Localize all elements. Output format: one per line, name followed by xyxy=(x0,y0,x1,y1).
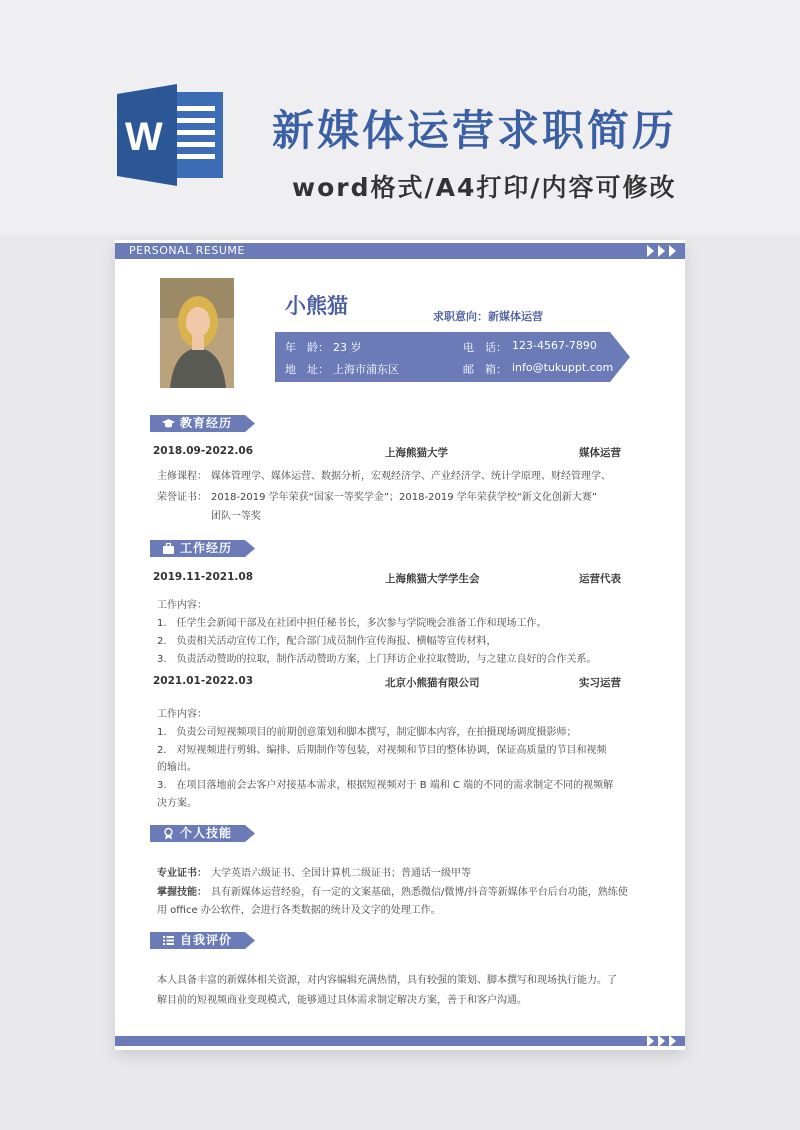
chevron-right-icon xyxy=(669,245,676,257)
job1-line: 3. 负责活动赞助的拉取，制作活动赞助方案，上门拜访企业拉取赞助，与之建立良好的合作关系。 xyxy=(157,654,597,665)
briefcase-icon xyxy=(162,542,175,555)
chevron-right-icon xyxy=(658,1035,665,1047)
chevron-right-icon xyxy=(658,245,665,257)
job2-content-label: 工作内容： xyxy=(157,709,207,720)
page-title: 新媒体运营求职简历 xyxy=(272,106,678,155)
courses-text: 媒体管理学、媒体运营、数据分析，宏观经济学、产业经济学、统计学原理、财经管理学、 xyxy=(211,471,611,482)
job1-role: 运营代表 xyxy=(579,573,621,585)
phone-label: 电 话： xyxy=(463,341,507,354)
address-label: 地 址： xyxy=(285,363,329,376)
resume-paper xyxy=(115,240,685,1050)
age-label: 年 龄： xyxy=(285,341,329,354)
section-skills xyxy=(150,825,255,842)
job1-date: 2019.11-2021.08 xyxy=(153,571,254,583)
edu-school: 上海熊猫大学 xyxy=(385,447,448,459)
section-title: 个人技能 xyxy=(180,826,233,840)
job2-line: 1. 负责公司短视频项目的前期创意策划和脚本撰写，制定脚本内容，在拍摄现场调度摄影师； xyxy=(157,727,577,738)
avatar-photo xyxy=(160,278,234,388)
cert-label: 专业证书： xyxy=(157,868,207,879)
job2-line: 决方案。 xyxy=(157,798,197,809)
graduation-cap-icon xyxy=(162,417,175,430)
honors-text-2: 团队一等奖 xyxy=(211,511,261,522)
job2-line: 3. 在项目落地前会去客户对接基本需求，根据短视频对于 B 端和 C 端的不同的需求制定不同的视频解 xyxy=(157,780,614,791)
address-value: 上海市浦东区 xyxy=(333,363,399,376)
header xyxy=(0,0,800,235)
job2-line: 的输出。 xyxy=(157,762,197,773)
info-band xyxy=(275,332,630,382)
svg-text:W: W xyxy=(125,115,163,159)
word-icon xyxy=(117,84,225,186)
ability-text-1: 具有新媒体运营经验，有一定的文案基础，熟悉微信/微博/抖音等新媒体平台后台功能，熟练使 xyxy=(211,887,628,898)
honors-label: 荣誉证书： xyxy=(157,492,207,503)
list-icon xyxy=(162,934,175,947)
banner-label: PERSONAL RESUME xyxy=(129,244,245,257)
job1-content-label: 工作内容： xyxy=(157,600,207,611)
section-title: 教育经历 xyxy=(180,416,233,430)
ability-text-2: 用 office 办公软件，会进行各类数据的统计及文字的处理工作。 xyxy=(157,905,441,916)
edu-major: 媒体运营 xyxy=(579,447,621,459)
top-banner xyxy=(115,243,685,259)
chevron-right-icon xyxy=(647,245,654,257)
cert-text: 大学英语六级证书、全国计算机二级证书；普通话一级甲等 xyxy=(211,868,471,879)
award-icon xyxy=(162,827,175,840)
phone-value: 123-4567-7890 xyxy=(512,339,597,352)
job1-line: 2. 负责相关活动宣传工作，配合部门成员制作宣传海报、横幅等宣传材料， xyxy=(157,636,497,647)
job2-role: 实习运营 xyxy=(579,677,621,689)
email-value: info@tukuppt.com xyxy=(512,361,614,374)
section-self-evaluation xyxy=(150,932,255,949)
section-work xyxy=(150,540,255,557)
bottom-banner xyxy=(115,1036,685,1046)
edu-date: 2018.09-2022.06 xyxy=(153,445,254,457)
job2-line: 2. 对短视频进行剪辑、编排、后期制作等包装，对视频和节目的整体协调，保证高质量的节目和视频 xyxy=(157,745,607,756)
honors-text-1: 2018-2019 学年荣获“国家一等奖学金”；2018-2019 学年荣获学校“新文化创新大赛” xyxy=(211,492,598,503)
email-label: 邮 箱： xyxy=(463,363,507,376)
section-title: 工作经历 xyxy=(180,541,233,555)
candidate-name: 小熊猫 xyxy=(285,294,348,318)
section-title: 自我评价 xyxy=(180,933,233,947)
self-text-1: 本人具备丰富的新媒体相关资源，对内容编辑充满热情，具有较强的策划、脚本撰写和现场执行能力。了 xyxy=(157,975,617,986)
section-education xyxy=(150,415,255,432)
job2-date: 2021.01-2022.03 xyxy=(153,675,254,687)
job1-line: 1. 任学生会新闻干部及在社团中担任秘书长，多次参与学院晚会准备工作和现场工作。 xyxy=(157,618,547,629)
page-subtitle: word格式/A4打印/内容可修改 xyxy=(292,173,677,202)
ability-label: 掌握技能： xyxy=(157,887,207,898)
age-value: 23 岁 xyxy=(333,341,362,354)
courses-label: 主修课程： xyxy=(157,471,207,482)
job2-org: 北京小熊猫有限公司 xyxy=(385,677,480,689)
chevron-right-icon xyxy=(647,1035,654,1047)
self-text-2: 解目前的短视频商业变现模式，能够通过具体需求制定解决方案，善于和客户沟通。 xyxy=(157,995,527,1006)
job-intent: 求职意向：新媒体运营 xyxy=(433,310,543,323)
chevron-right-icon xyxy=(669,1035,676,1047)
job1-org: 上海熊猫大学学生会 xyxy=(385,573,480,585)
